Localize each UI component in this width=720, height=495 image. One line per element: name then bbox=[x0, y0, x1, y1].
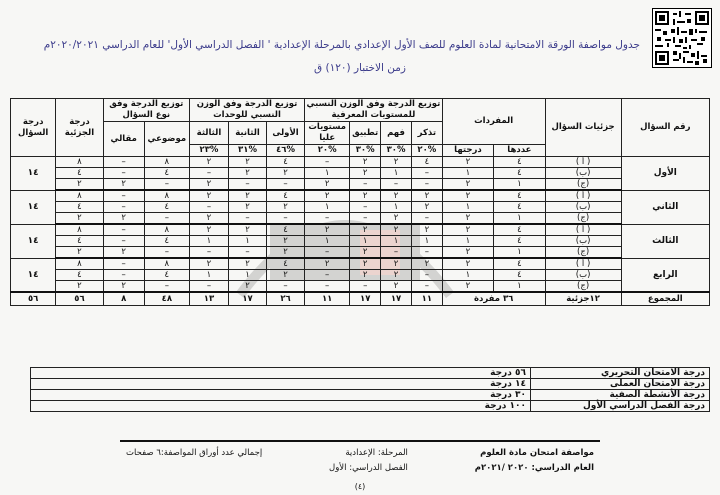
items-count: ١ bbox=[494, 213, 545, 225]
exam-duration: زمن الاختبار (١٢٠) ق bbox=[314, 62, 406, 74]
footer-stage-line: المرحلة: الإعدادية bbox=[345, 448, 408, 458]
question-part: (ب) bbox=[545, 270, 621, 281]
cell-pm: ٤ bbox=[56, 168, 103, 179]
cell-u1: – bbox=[267, 179, 305, 191]
cell-ess: – bbox=[103, 190, 144, 202]
header-apply: تطبيق bbox=[350, 122, 381, 145]
cell-obj: – bbox=[144, 213, 189, 225]
items-mark: ١ bbox=[442, 168, 493, 179]
items-count: ٤ bbox=[494, 236, 545, 247]
items-mark: ١ bbox=[442, 270, 493, 281]
items-mark: ٢ bbox=[442, 258, 493, 270]
header-remember-pct: %٢٠ bbox=[411, 145, 442, 157]
question-part: ( أ ) bbox=[545, 157, 621, 168]
cell-c3: ٢ bbox=[350, 168, 381, 179]
totals-understand: ١٧ bbox=[381, 292, 412, 306]
cell-c2: ٢ bbox=[381, 224, 412, 236]
cell-pm: ٤ bbox=[56, 202, 103, 213]
cell-pm: ٤ bbox=[56, 236, 103, 247]
header-unit-2-pct: %٣١ bbox=[229, 145, 267, 157]
cell-c3: – bbox=[350, 213, 381, 225]
totals-parts: ١٢جزئية bbox=[545, 292, 621, 306]
cell-u1: ٢ bbox=[267, 247, 305, 259]
cell-c1: ٢ bbox=[411, 190, 442, 202]
cell-c1: ٤ bbox=[411, 157, 442, 168]
cell-u2: ٢ bbox=[229, 190, 267, 202]
table-row bbox=[11, 190, 710, 202]
cell-c3: ٢ bbox=[350, 224, 381, 236]
cell-ess: – bbox=[103, 224, 144, 236]
specification-body bbox=[11, 157, 710, 293]
cell-c1: – bbox=[411, 281, 442, 293]
header-items-marks: درجتها bbox=[442, 145, 493, 157]
cell-c3: ٢ bbox=[350, 270, 381, 281]
cell-c4: – bbox=[305, 213, 350, 225]
qr-code bbox=[652, 8, 712, 68]
cell-pm: ٢ bbox=[56, 213, 103, 225]
cell-c3: – bbox=[350, 281, 381, 293]
header-items: المفردات bbox=[442, 99, 545, 145]
cell-c3: ٢ bbox=[350, 247, 381, 259]
header-understand: فهم bbox=[381, 122, 412, 145]
cell-u3: – bbox=[189, 168, 228, 179]
header-cognitive-levels: توزيع الدرجة وفق الوزن النسبي للمستويات المعرفية bbox=[306, 99, 441, 120]
cell-pm: ٨ bbox=[56, 224, 103, 236]
totals-higher: ١١ bbox=[305, 292, 350, 306]
cell-c4: ٢ bbox=[305, 258, 350, 270]
cell-c2: ٢ bbox=[381, 157, 412, 168]
summary-row bbox=[31, 390, 710, 401]
cell-c1: ٢ bbox=[411, 224, 442, 236]
cell-c1: – bbox=[411, 168, 442, 179]
cell-u2: ١ bbox=[229, 236, 267, 247]
cell-ess: ٢ bbox=[103, 281, 144, 293]
document-footer bbox=[120, 440, 600, 476]
cell-c2: ١ bbox=[381, 236, 412, 247]
items-mark: ٢ bbox=[442, 247, 493, 259]
table-row bbox=[11, 236, 710, 247]
header-apply-pct: %٣٠ bbox=[350, 145, 381, 157]
cell-ess: ٢ bbox=[103, 179, 144, 191]
summary-value: ٣٠ درجة bbox=[31, 390, 531, 401]
items-count: ٤ bbox=[494, 190, 545, 202]
question-name: الأول bbox=[621, 157, 709, 191]
header-units: توزيع الدرجة وفق الوزن النسبي للوحدات bbox=[189, 99, 304, 122]
cell-u3: – bbox=[189, 247, 228, 259]
cell-u1: ٢ bbox=[267, 236, 305, 247]
cell-obj: ٨ bbox=[144, 190, 189, 202]
question-name: الثالث bbox=[621, 224, 709, 258]
items-mark: ٢ bbox=[442, 190, 493, 202]
table-row bbox=[11, 270, 710, 281]
question-total: ١٤ bbox=[11, 190, 56, 224]
cell-c1: – bbox=[411, 179, 442, 191]
cell-u3: ٢ bbox=[189, 190, 228, 202]
table-row bbox=[11, 281, 710, 293]
cell-u3: ١ bbox=[189, 270, 228, 281]
footer-stage bbox=[329, 446, 408, 476]
table-row bbox=[11, 213, 710, 225]
cell-u1: – bbox=[267, 281, 305, 293]
table-row bbox=[11, 179, 710, 191]
cell-u1: ٢ bbox=[267, 202, 305, 213]
header-question-type: توزيع الدرجة وفق نوع السؤال bbox=[103, 99, 189, 122]
question-part: (ج) bbox=[545, 281, 621, 293]
items-count: ٤ bbox=[494, 168, 545, 179]
cell-c2: ٢ bbox=[381, 213, 412, 225]
cell-u3: ٢ bbox=[189, 213, 228, 225]
cell-c4: ١ bbox=[305, 202, 350, 213]
items-count: ١ bbox=[494, 247, 545, 259]
summary-row bbox=[31, 401, 710, 412]
question-total: ١٤ bbox=[11, 258, 56, 292]
cell-ess: ٢ bbox=[103, 247, 144, 259]
items-count: ٤ bbox=[494, 270, 545, 281]
summary-value: ١٤ درجة bbox=[31, 379, 531, 390]
footer-subject bbox=[475, 446, 594, 476]
items-count: ١ bbox=[494, 179, 545, 191]
cell-u3: ٢ bbox=[189, 224, 228, 236]
header-part-mark: درجة الجزئية bbox=[56, 99, 103, 157]
header-unit-1-pct: %٤٦ bbox=[267, 145, 305, 157]
footer-year-line: العام الدراسي: ٢٠٢٠ /٢٠٢١م bbox=[474, 463, 594, 473]
cell-u1: ٤ bbox=[267, 157, 305, 168]
totals-items: ٣٦ مفردة bbox=[442, 292, 545, 306]
header-remember: تذكر bbox=[411, 122, 442, 145]
totals-remember: ١١ bbox=[411, 292, 442, 306]
cell-c3: ٢ bbox=[350, 190, 381, 202]
totals-row bbox=[11, 292, 710, 306]
footer-subject-line: مواصفة امتحان مادة العلوم bbox=[480, 448, 594, 458]
items-count: ٤ bbox=[494, 202, 545, 213]
cell-c2: ١ bbox=[381, 202, 412, 213]
items-mark: ٢ bbox=[442, 179, 493, 191]
summary-row bbox=[31, 368, 710, 379]
cell-obj: ٤ bbox=[144, 236, 189, 247]
summary-label: درجة الفصل الدراسي الأول bbox=[531, 401, 710, 412]
cell-c3: – bbox=[350, 179, 381, 191]
cell-u1: ٤ bbox=[267, 258, 305, 270]
cell-c4: ١ bbox=[305, 236, 350, 247]
cell-c2: ٢ bbox=[381, 281, 412, 293]
header-essay: مقالي bbox=[103, 122, 144, 157]
header-understand-pct: %٣٠ bbox=[381, 145, 412, 157]
header-question-no: رقم السؤال bbox=[621, 99, 709, 157]
totals-unit-3: ١٣ bbox=[189, 292, 228, 306]
header-higher: مستويات عليا bbox=[305, 122, 350, 145]
cell-ess: – bbox=[103, 157, 144, 168]
question-total: ١٤ bbox=[11, 157, 56, 191]
cell-c2: ٢ bbox=[381, 258, 412, 270]
table-row bbox=[11, 168, 710, 179]
cell-u2: ٢ bbox=[229, 258, 267, 270]
items-mark: ١ bbox=[442, 236, 493, 247]
cell-pm: ٨ bbox=[56, 258, 103, 270]
document-title bbox=[43, 38, 640, 76]
summary-value: ٥٦ درجة bbox=[31, 368, 531, 379]
summary-row bbox=[31, 379, 710, 390]
cell-c4: – bbox=[305, 281, 350, 293]
cell-c4: – bbox=[305, 270, 350, 281]
cell-obj: ٤ bbox=[144, 270, 189, 281]
footer-pages bbox=[126, 446, 262, 476]
cell-u1: ٢ bbox=[267, 168, 305, 179]
header-question-parts: جزئيات السؤال bbox=[545, 99, 621, 157]
items-mark: ٢ bbox=[442, 281, 493, 293]
cell-ess: – bbox=[103, 168, 144, 179]
totals-essay: ٨ bbox=[103, 292, 144, 306]
cell-u2: ٢ bbox=[229, 157, 267, 168]
items-mark: ٢ bbox=[442, 213, 493, 225]
header-items-count: عددها bbox=[494, 145, 545, 157]
cell-pm: ٨ bbox=[56, 157, 103, 168]
table-row bbox=[11, 247, 710, 259]
cell-obj: – bbox=[144, 179, 189, 191]
header-unit-1: الأولى bbox=[267, 122, 305, 145]
table-row bbox=[11, 224, 710, 236]
cell-u3: ٢ bbox=[189, 157, 228, 168]
cell-pm: ٢ bbox=[56, 281, 103, 293]
cell-obj: ٨ bbox=[144, 258, 189, 270]
cell-u1: ٢ bbox=[267, 270, 305, 281]
cell-pm: ٨ bbox=[56, 190, 103, 202]
items-count: ٤ bbox=[494, 258, 545, 270]
items-mark: ٢ bbox=[442, 224, 493, 236]
question-name: الثاني bbox=[621, 190, 709, 224]
question-part: (ب) bbox=[545, 202, 621, 213]
cell-obj: ٤ bbox=[144, 202, 189, 213]
totals-unit-1: ٢٦ bbox=[267, 292, 305, 306]
specification-table bbox=[10, 98, 710, 306]
cell-u2: ٢ bbox=[229, 281, 267, 293]
question-part: (ج) bbox=[545, 247, 621, 259]
cell-u3: – bbox=[189, 202, 228, 213]
totals-label: المجموع bbox=[621, 292, 709, 306]
qr-code-icon bbox=[653, 9, 711, 67]
cell-c2: ٢ bbox=[381, 190, 412, 202]
header-objective: موضوعي bbox=[144, 122, 189, 157]
items-mark: ٢ bbox=[442, 157, 493, 168]
cell-obj: – bbox=[144, 281, 189, 293]
title-line-1: جدول مواصفة الورقة الامتحانية لمادة العلوم للصف الأول الإعدادي بالمرحلة الإعدادية ' الفصل الدراسي الأول' للعام الدراسي ٢٠٢٠/٢٠٢١م bbox=[43, 39, 640, 51]
summary-label: درجة الامتحان التحريري bbox=[531, 368, 710, 379]
cell-c2: – bbox=[381, 179, 412, 191]
cell-c4: ٢ bbox=[305, 224, 350, 236]
cell-pm: ٢ bbox=[56, 179, 103, 191]
items-count: ٤ bbox=[494, 157, 545, 168]
cell-ess: – bbox=[103, 202, 144, 213]
cell-u1: ٤ bbox=[267, 190, 305, 202]
totals-question-mark: ٥٦ bbox=[11, 292, 56, 306]
question-part: (ب) bbox=[545, 236, 621, 247]
cell-c1: ١ bbox=[411, 236, 442, 247]
cell-pm: ٤ bbox=[56, 270, 103, 281]
table-row bbox=[11, 202, 710, 213]
totals-part-mark: ٥٦ bbox=[56, 292, 103, 306]
cell-c2: – bbox=[381, 247, 412, 259]
header-higher-pct: %٢٠ bbox=[305, 145, 350, 157]
cell-c2: ١ bbox=[381, 168, 412, 179]
cell-u3: ٢ bbox=[189, 179, 228, 191]
cell-c3: ٢ bbox=[350, 157, 381, 168]
header-unit-3-pct: %٢٣ bbox=[189, 145, 228, 157]
cell-c1: – bbox=[411, 213, 442, 225]
cell-c1: – bbox=[411, 270, 442, 281]
header-unit-3: الثالثة bbox=[189, 122, 228, 145]
items-count: ٤ bbox=[494, 224, 545, 236]
question-total: ١٤ bbox=[11, 224, 56, 258]
cell-u2: – bbox=[229, 179, 267, 191]
question-part: (ب) bbox=[545, 168, 621, 179]
cell-ess: ٢ bbox=[103, 213, 144, 225]
grade-summary-table bbox=[30, 367, 710, 412]
cell-u3: ٢ bbox=[189, 258, 228, 270]
cell-c4: ٢ bbox=[305, 179, 350, 191]
summary-label: درجة الأنشطة الصفية bbox=[531, 390, 710, 401]
cell-u2: – bbox=[229, 213, 267, 225]
cell-u2: – bbox=[229, 247, 267, 259]
summary-value: ١٠٠ درجة bbox=[31, 401, 531, 412]
items-mark: ١ bbox=[442, 202, 493, 213]
cell-pm: ٢ bbox=[56, 247, 103, 259]
question-part: (ج) bbox=[545, 213, 621, 225]
items-count: ١ bbox=[494, 281, 545, 293]
cell-u1: – bbox=[267, 213, 305, 225]
table-row bbox=[11, 157, 710, 168]
cell-obj: – bbox=[144, 247, 189, 259]
cell-c3: ١ bbox=[350, 236, 381, 247]
header-question-mark: درجة السؤال bbox=[11, 99, 56, 157]
question-part: (ج) bbox=[545, 179, 621, 191]
cell-c1: – bbox=[411, 247, 442, 259]
cell-obj: ٨ bbox=[144, 224, 189, 236]
cell-c1: ٢ bbox=[411, 202, 442, 213]
cell-c4: – bbox=[305, 247, 350, 259]
cell-u1: ٤ bbox=[267, 224, 305, 236]
cell-c4: ١ bbox=[305, 168, 350, 179]
totals-apply: ١٧ bbox=[350, 292, 381, 306]
footer-pages-line: إجمالي عدد أوراق المواصفة:٦ صفحات bbox=[126, 448, 263, 458]
question-part: ( أ ) bbox=[545, 190, 621, 202]
page-number: (٤) bbox=[354, 482, 366, 491]
totals-objective: ٤٨ bbox=[144, 292, 189, 306]
cell-c3: ٢ bbox=[350, 258, 381, 270]
table-row bbox=[11, 258, 710, 270]
summary-label: درجة الامتحان العملى bbox=[531, 379, 710, 390]
cell-u2: ٢ bbox=[229, 202, 267, 213]
cell-u3: – bbox=[189, 281, 228, 293]
cell-obj: ٤ bbox=[144, 168, 189, 179]
footer-term-line: الفصل الدراسي: الأول bbox=[329, 463, 408, 473]
cell-u2: ١ bbox=[229, 270, 267, 281]
cell-u2: ٢ bbox=[229, 224, 267, 236]
cell-c2: ٢ bbox=[381, 270, 412, 281]
cell-c4: ٢ bbox=[305, 190, 350, 202]
header-unit-2: الثانية bbox=[229, 122, 267, 145]
cell-u2: ٢ bbox=[229, 168, 267, 179]
question-name: الرابع bbox=[621, 258, 709, 292]
cell-obj: ٨ bbox=[144, 157, 189, 168]
cell-c4: – bbox=[305, 157, 350, 168]
question-part: ( أ ) bbox=[545, 258, 621, 270]
question-part: ( أ ) bbox=[545, 224, 621, 236]
cell-ess: – bbox=[103, 236, 144, 247]
totals-unit-2: ١٧ bbox=[229, 292, 267, 306]
cell-c1: ٢ bbox=[411, 258, 442, 270]
cell-ess: – bbox=[103, 270, 144, 281]
cell-ess: – bbox=[103, 258, 144, 270]
cell-u3: ١ bbox=[189, 236, 228, 247]
cell-c3: – bbox=[350, 202, 381, 213]
